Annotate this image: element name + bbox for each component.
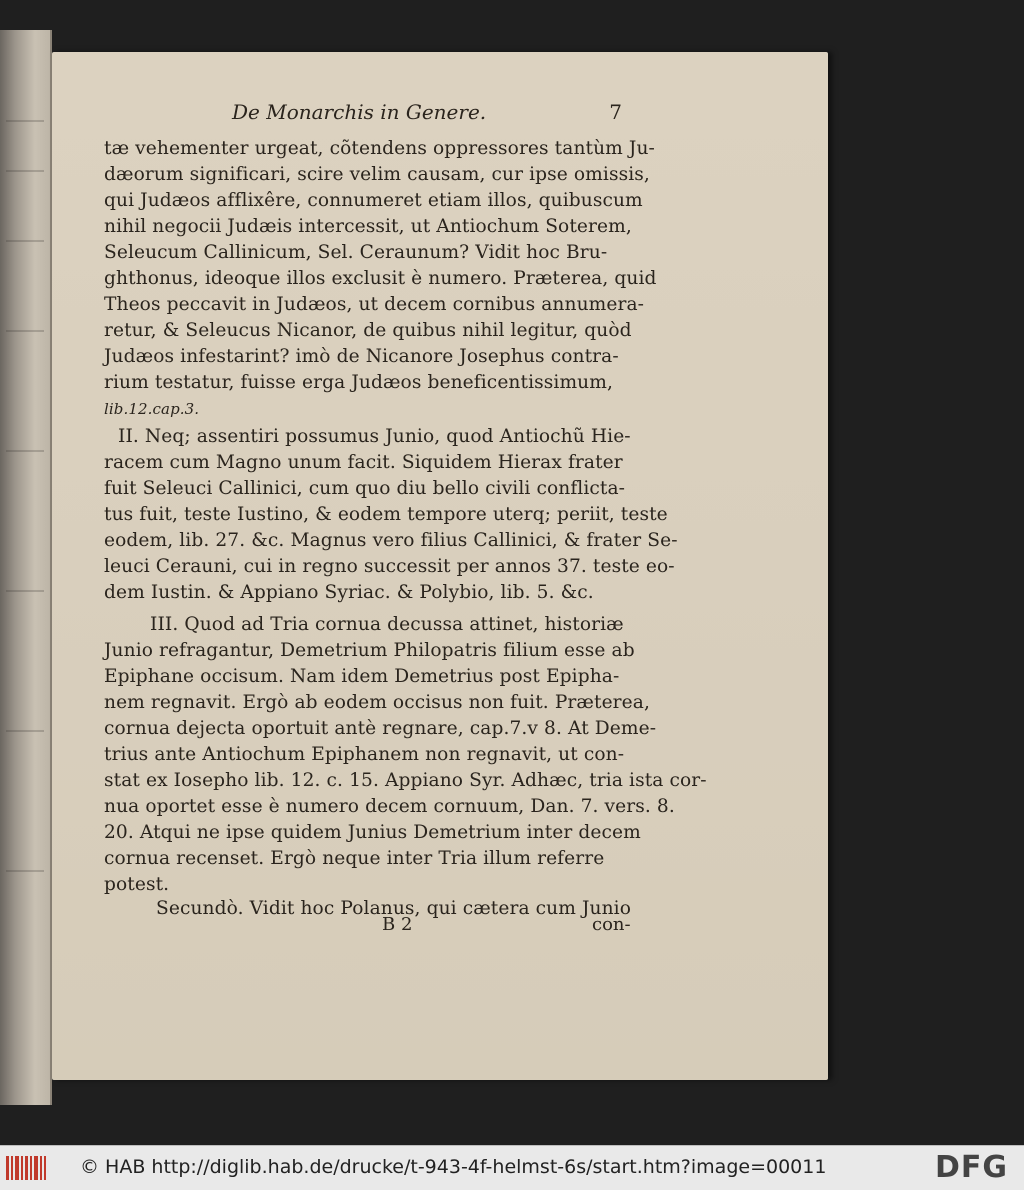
text-line: potest. — [104, 874, 170, 895]
text-line: tæ vehementer urgeat, cõtendens oppressores tantùm Ju- — [104, 138, 655, 159]
text-line: eodem, lib. 27. &c. Magnus vero filius Callinici, & frater Se- — [104, 530, 678, 551]
dfg-logo: DFG — [935, 1150, 1009, 1185]
text-line: ghthonus, ideoque illos exclusit è numero. Præterea, quid — [104, 268, 657, 289]
text-line: Junio refragantur, Demetrium Philopatris filium esse ab — [104, 640, 635, 661]
page-number: 7 — [609, 100, 622, 124]
text-line: leuci Cerauni, cui in regno successit per annos 37. teste eo- — [104, 556, 675, 577]
source-credit-link[interactable]: © HAB http://diglib.hab.de/drucke/t-943-4f-helmst-6s/start.htm?image=00011 — [80, 1156, 827, 1178]
text-line: nua oportet esse è numero decem cornuum, Dan. 7. vers. 8. — [104, 796, 675, 817]
text-line: II. Neq; assentiri possumus Junio, quod Antiochũ Hie- — [118, 426, 631, 447]
text-line: Secundò. Vidit hoc Polanus, qui cætera cum Junio — [156, 898, 632, 919]
text-line: Seleucum Callinicum, Sel. Ceraunum? Vidit hoc Bru- — [104, 242, 608, 263]
text-line: racem cum Magno unum facit. Siquidem Hierax frater — [104, 452, 623, 473]
barcode-icon — [4, 1154, 48, 1182]
text-line: dæorum significari, scire velim causam, cur ipse omissis, — [104, 164, 650, 185]
text-line: III. Quod ad Tria cornua decussa attinet, historiæ — [150, 614, 624, 635]
text-line: tus fuit, teste Iustino, & eodem tempore uterq; periit, teste — [104, 504, 668, 525]
text-line: fuit Seleuci Callinici, cum quo diu bello civili conflicta- — [104, 478, 626, 499]
previous-page-edge — [0, 30, 52, 1105]
text-line: Theos peccavit in Judæos, ut decem cornibus annumera- — [104, 294, 645, 315]
text-line: cornua dejecta oportuit antè regnare, cap.7.v 8. At Deme- — [104, 718, 657, 739]
text-line: rium testatur, fuisse erga Judæos beneficentissimum, — [104, 372, 613, 393]
text-line: retur, & Seleucus Nicanor, de quibus nihil legitur, quòd — [104, 320, 632, 341]
text-line: stat ex Iosepho lib. 12. c. 15. Appiano Syr. Adhæc, tria ista cor- — [104, 770, 707, 791]
footer-bar — [0, 1145, 1024, 1190]
text-line: nem regnavit. Ergò ab eodem occisus non fuit. Præterea, — [104, 692, 650, 713]
running-header — [232, 100, 632, 126]
text-line: nihil negocii Judæis intercessit, ut Antiochum Soterem, — [104, 216, 632, 237]
signature-mark: B 2 — [382, 914, 413, 935]
running-title: De Monarchis in Genere. — [232, 100, 487, 124]
text-line: Epiphane occisum. Nam idem Demetrius post Epipha- — [104, 666, 620, 687]
text-line: trius ante Antiochum Epiphanem non regnavit, ut con- — [104, 744, 625, 765]
text-line: 20. Atqui ne ipse quidem Junius Demetrium inter decem — [104, 822, 641, 843]
catchword: con- — [592, 914, 631, 935]
text-line: lib.12.cap.3. — [104, 400, 200, 418]
text-line: Judæos infestarint? imò de Nicanore Josephus contra- — [104, 346, 619, 367]
text-line: dem Iustin. & Appiano Syriac. & Polybio, lib. 5. &c. — [104, 582, 594, 603]
text-line: qui Judæos afflixêre, connumeret etiam illos, quibuscum — [104, 190, 643, 211]
text-line: cornua recenset. Ergò neque inter Tria illum referre — [104, 848, 605, 869]
